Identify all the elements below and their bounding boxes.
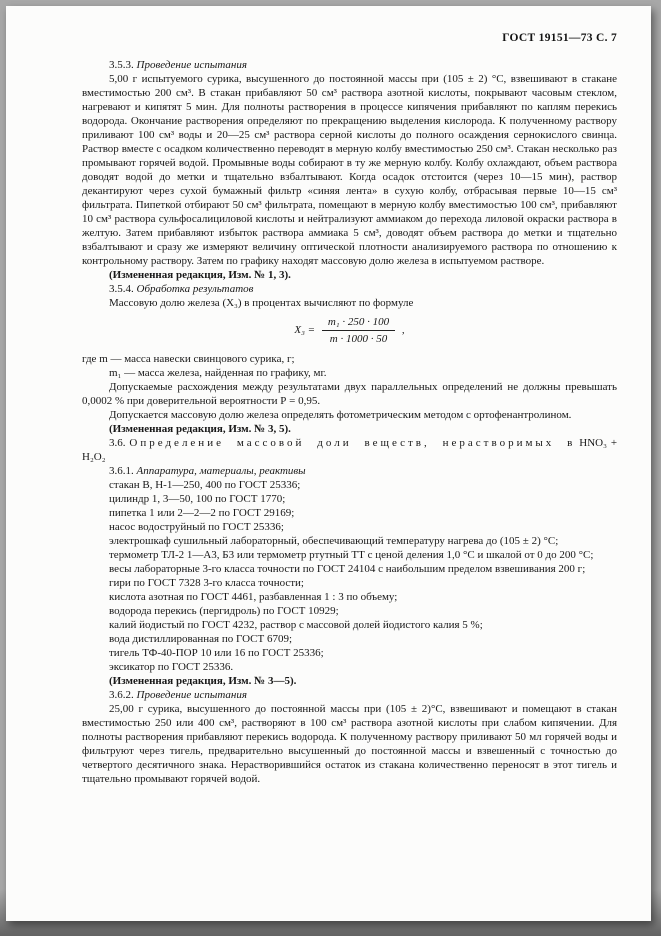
document-page [6, 6, 651, 921]
iron-mass-fraction-formula [82, 315, 617, 346]
reagent-line: электрошкаф сушильный лабораторный, обеспечивающий температуру нагрева до (105 ± 2) °С; [109, 535, 559, 547]
formula-suffix: , [401, 324, 405, 337]
formula-legend-m: где m — масса навески свинцового сурика, г; [82, 353, 295, 365]
paragraph-formula-intro: Массовую долю железа (X₃) в процентах вычисляют по формуле [109, 297, 414, 309]
reagent-line: тигель ТФ-40-ПОР 10 или 16 по ГОСТ 25336; [109, 647, 324, 659]
amendment-note-2: (Измененная редакция, Изм. № 3, 5). [109, 423, 291, 435]
section-heading-3-6-1 [82, 464, 617, 478]
page-header: ГОСТ 19151—73 С. 7 [502, 32, 617, 44]
reagent-line: вода дистиллированная по ГОСТ 6709; [109, 633, 293, 645]
chemical-formula-hno3-h2o2: HNO₃ + H₂O₂ [82, 437, 618, 463]
reagent-line: кислота азотная по ГОСТ 4461, разбавленная 1 : 3 по объему; [109, 591, 398, 603]
section-title: Проведение испытания [136, 59, 247, 71]
document-content [82, 58, 617, 786]
formula-lhs: X₃ = [294, 324, 316, 337]
section-heading-3-6 [82, 436, 617, 464]
reagent-line: калий йодистый по ГОСТ 4232, раствор с массовой долей йодистого калия 5 %; [109, 619, 483, 631]
paragraph-tolerance: Допускаемые расхождения между результатами двух параллельных определений не должны превышать 0,0002 % при доверительной вероятности Р = 0,95. [82, 381, 617, 407]
section-heading-3-5-4 [82, 282, 617, 296]
reagent-line: пипетка 1 или 2—2—2 по ГОСТ 29169; [109, 507, 295, 519]
reagent-line: весы лабораторные 3-го класса точности по ГОСТ 24104 с наибольшим пределом взвешивания 200 г; [109, 563, 586, 575]
paragraph-photometric-method: Допускается массовую долю железа определять фотометрическим методом с ортофенантролином. [109, 409, 572, 421]
reagent-line: насос водоструйный по ГОСТ 25336; [109, 521, 284, 533]
reagent-line: эксикатор по ГОСТ 25336. [109, 661, 234, 673]
reagent-line: водорода перекись (пергидроль) по ГОСТ 10929; [109, 605, 339, 617]
amendment-note-3: (Измененная редакция, Изм. № 3—5). [109, 675, 297, 687]
reagent-line: стакан В, Н-1—250, 400 по ГОСТ 25336; [109, 479, 301, 491]
formula-fraction [322, 315, 395, 346]
section-heading-3-5-3 [82, 58, 617, 72]
section-number: 3.6.1. [109, 465, 134, 477]
formula-denominator: m · 1000 · 50 [329, 333, 388, 345]
paragraph-test-procedure-3-6-2: 25,00 г сурика, высушенного до постоянной массы при (105 ± 2)°С, взвешивают и помещают в стакан вместимостью 250 или 400 см³, растворяют в 100 см³ раствора азотной кислоты при слабом кипячении. Для полноты растворения прибавляют перекись водорода. К полученному раствору приливают 50 мл горячей воды и фильтруют через тигель, предварительно высушенный до постоянной массы и взвешенный с точностью до четвертого десятичного знака. Нерастворившийся остаток из стакана количественно переносят в этот тигель и тщательно промывают горячей водой. [82, 703, 617, 785]
formula-numerator: m₁ · 250 · 100 [322, 315, 395, 331]
reagent-line: гири по ГОСТ 7328 3-го класса точности; [109, 577, 304, 589]
section-number: 3.5.3. [109, 59, 134, 71]
section-number: 3.5.4. [109, 283, 134, 295]
section-title: Проведение испытания [136, 689, 247, 701]
section-title: Аппаратура, материалы, реактивы [136, 465, 306, 477]
section-number: 3.6.2. [109, 689, 134, 701]
section-title-letterspaced: Определение массовой доли веществ, нерастворимых в [129, 437, 576, 449]
section-title: Обработка результатов [136, 283, 254, 295]
section-number: 3.6. [109, 437, 126, 449]
formula-legend-m1: m₁ — масса железа, найденная по графику, мг. [109, 367, 327, 379]
paragraph-test-procedure-3-5-3: 5,00 г испытуемого сурика, высушенного до постоянной массы при (105 ± 2) °С, взвешивают в стакане вместимостью 200 см³. В стакан прибавляют 50 см³ раствора азотной кислоты, покрывают часовым стеклом, нагревают и кипятят 5 мин. Для полноты растворения в процессе кипячения прибавляют по каплям перекись водорода. Окончание растворения определяют по прекращению выделения кислорода. К полученному раствору приливают 100 см³ воды и 20—25 см³ раствора серной кислоты до полного осаждения сернокислого свинца. Раствор вместе с осадком количественно переводят в мерную колбу вместимостью 250 см³. Стакан несколько раз промывают горячей водой. Промывные воды собирают в ту же мерную колбу. Колбу охлаждают, объем раствора доводят водой до метки и тщательно взбалтывают. Когда осадок отстоится (через 10—15 мин), раствор декантируют через сухой бумажный фильтр «синяя лента» в сухую колбу, отбрасывая первые 10—15 см³ фильтрата. Пипеткой отбирают 50 см³ фильтрата, помещают в мерную колбу вместимостью 100 см³, прибавляют 10 см³ раствора сульфосалициловой кислоты и нейтрализуют аммиаком до перехода лиловой окраски раствора в желтую. Затем прибавляют избыток раствора аммиака 5 см³, доводят объем раствора до метки и тщательно взбалтывают и сразу же измеряют величину оптической плотности анализируемого раствора по отношению к контрольному раствору. Затем по графику находят массовую долю железа в испытуемом растворе. [82, 73, 617, 267]
amendment-note-1: (Измененная редакция, Изм. № 1, 3). [109, 269, 291, 281]
reagent-line: цилиндр 1, 3—50, 100 по ГОСТ 1770; [109, 493, 286, 505]
reagent-line: термометр ТЛ-2 1—А3, Б3 или термометр ртутный ТТ с ценой деления 1,0 °С и шкалой от 0 до 200 °С; [109, 549, 594, 561]
section-heading-3-6-2 [82, 688, 617, 702]
